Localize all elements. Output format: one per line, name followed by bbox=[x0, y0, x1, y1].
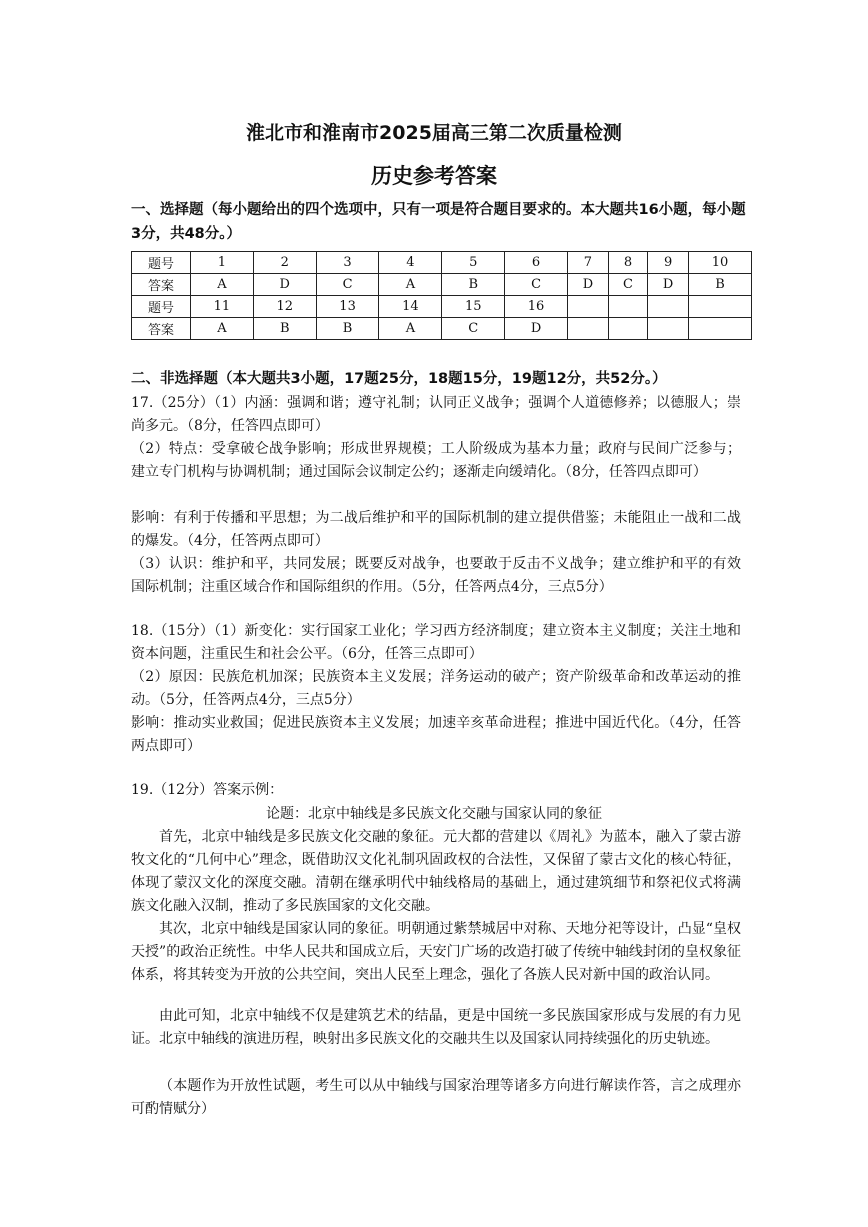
table-cell: 题号 bbox=[132, 252, 191, 274]
table-cell bbox=[608, 296, 647, 318]
table-cell: A bbox=[191, 274, 254, 296]
table-cell: 12 bbox=[253, 296, 316, 318]
table-cell bbox=[608, 318, 647, 340]
table-cell: D bbox=[648, 274, 689, 296]
table-cell: D bbox=[253, 274, 316, 296]
table-cell: 13 bbox=[316, 296, 379, 318]
table-cell bbox=[689, 296, 752, 318]
table-cell: 答案 bbox=[132, 274, 191, 296]
table-cell: D bbox=[505, 318, 568, 340]
table-cell: 14 bbox=[379, 296, 442, 318]
table-cell: 题号 bbox=[132, 296, 191, 318]
table-cell: 3 bbox=[316, 252, 379, 274]
table-cell: 9 bbox=[648, 252, 689, 274]
table-cell bbox=[648, 296, 689, 318]
q19-intro: 19.（12分）答案示例： bbox=[131, 782, 284, 798]
table-cell: C bbox=[316, 274, 379, 296]
table-row bbox=[132, 296, 752, 318]
table-cell bbox=[567, 318, 608, 340]
table-cell: A bbox=[191, 318, 254, 340]
table-cell: 2 bbox=[253, 252, 316, 274]
q17-part3: （3）认识：维护和平，共同发展；既要反对战争，也要敢于反击不义战争；建立维护和平的有效国际机制；注重区域合作和国际组织的作用。（5分，任答两点4分，三点5分） bbox=[131, 556, 741, 595]
table-cell bbox=[689, 318, 752, 340]
table-cell: 7 bbox=[567, 252, 608, 274]
table-row bbox=[132, 274, 752, 296]
table-cell: 10 bbox=[689, 252, 752, 274]
q17-part1: 17.（25分）（1）内涵：强调和谐；遵守礼制；认同正义战争；强调个人道德修养；以德服人；崇尚多元。（8分，任答四点即可） bbox=[131, 395, 741, 434]
section2-heading: 二、非选择题（本大题共3小题，17题25分，18题15分，19题12分，共52分。） bbox=[131, 371, 667, 387]
q19-paragraph-2: 其次，北京中轴线是国家认同的象征。明朝通过紫禁城居中对称、天地分祀等设计，凸显“皇权天授”的政治正统性。中华人民共和国成立后，天安门广场的改造打破了传统中轴线封闭的皇权象征体系，将其转变为开放的公共空间，突出人民至上理念，强化了各族人民对新中国的政治认同。 bbox=[131, 921, 741, 983]
table-cell bbox=[567, 296, 608, 318]
table-cell: D bbox=[567, 274, 608, 296]
table-cell: 1 bbox=[191, 252, 254, 274]
q17-part2: （2）特点：受拿破仑战争影响；形成世界规模；工人阶级成为基本力量；政府与民间广泛参与；建立专门机构与协调机制；通过国际会议制定公约；逐渐走向缓靖化。（8分，任答四点即可） bbox=[131, 441, 741, 480]
table-cell: C bbox=[442, 318, 505, 340]
table-cell: 6 bbox=[505, 252, 568, 274]
table-row bbox=[132, 318, 752, 340]
answer-table bbox=[131, 251, 752, 340]
q18-impact: 影响：推动实业救国；促进民族资本主义发展；加速辛亥革命进程；推进中国近代化。（4分，任答两点即可） bbox=[131, 715, 741, 754]
table-cell: 16 bbox=[505, 296, 568, 318]
table-cell: 4 bbox=[379, 252, 442, 274]
table-cell: A bbox=[379, 318, 442, 340]
table-cell: C bbox=[505, 274, 568, 296]
table-cell: A bbox=[379, 274, 442, 296]
q19-paragraph-1: 首先，北京中轴线是多民族文化交融的象征。元大都的营建以《周礼》为蓝本，融入了蒙古游牧文化的“几何中心”理念，既借助汉文化礼制巩固政权的合法性，又保留了蒙古文化的核心特征，体现了蒙汉文化的深度交融。清朝在继承明代中轴线格局的基础上，通过建筑细节和祭祀仪式将满族文化融入汉制，推动了多民族国家的文化交融。 bbox=[131, 829, 741, 914]
q19-thesis: 论题：北京中轴线是多民族文化交融与国家认同的象征 bbox=[266, 806, 602, 822]
table-cell: B bbox=[316, 318, 379, 340]
table-cell: 答案 bbox=[132, 318, 191, 340]
q18-part2: （2）原因：民族危机加深；民族资本主义发展；洋务运动的破产；资产阶级革命和改革运动的推动。（5分，任答两点4分，三点5分） bbox=[131, 669, 741, 708]
table-cell: 8 bbox=[608, 252, 647, 274]
table-cell bbox=[648, 318, 689, 340]
q17-impact: 影响：有利于传播和平思想；为二战后维护和平的国际机制的建立提供借鉴；未能阻止一战和二战的爆发。（4分，任答两点即可） bbox=[131, 510, 741, 549]
q19-paragraph-3: 由此可知，北京中轴线不仅是建筑艺术的结晶，更是中国统一多民族国家形成与发展的有力见证。北京中轴线的演进历程，映射出多民族文化的交融共生以及国家认同持续强化的历史轨迹。 bbox=[131, 1008, 741, 1047]
table-cell: 15 bbox=[442, 296, 505, 318]
table-row bbox=[132, 252, 752, 274]
table-cell: B bbox=[253, 318, 316, 340]
table-cell: B bbox=[689, 274, 752, 296]
table-cell: C bbox=[608, 274, 647, 296]
table-cell: 5 bbox=[442, 252, 505, 274]
table-cell: 11 bbox=[191, 296, 254, 318]
exam-title: 淮北市和淮南市2025届高三第二次质量检测 bbox=[246, 122, 622, 144]
q18-part1: 18.（15分）（1）新变化：实行国家工业化；学习西方经济制度；建立资本主义制度；关注土地和资本问题，注重民生和社会公平。（6分，任答三点即可） bbox=[131, 623, 741, 662]
exam-subtitle: 历史参考答案 bbox=[371, 164, 497, 188]
table-cell: B bbox=[442, 274, 505, 296]
section1-heading: 一、选择题（每小题给出的四个选项中，只有一项是符合题目要求的。本大题共16小题，每小题3分，共48分。） bbox=[131, 202, 746, 242]
q19-note: （本题作为开放性试题，考生可以从中轴线与国家治理等诸多方向进行解读作答，言之成理亦可酌情赋分） bbox=[131, 1078, 741, 1117]
